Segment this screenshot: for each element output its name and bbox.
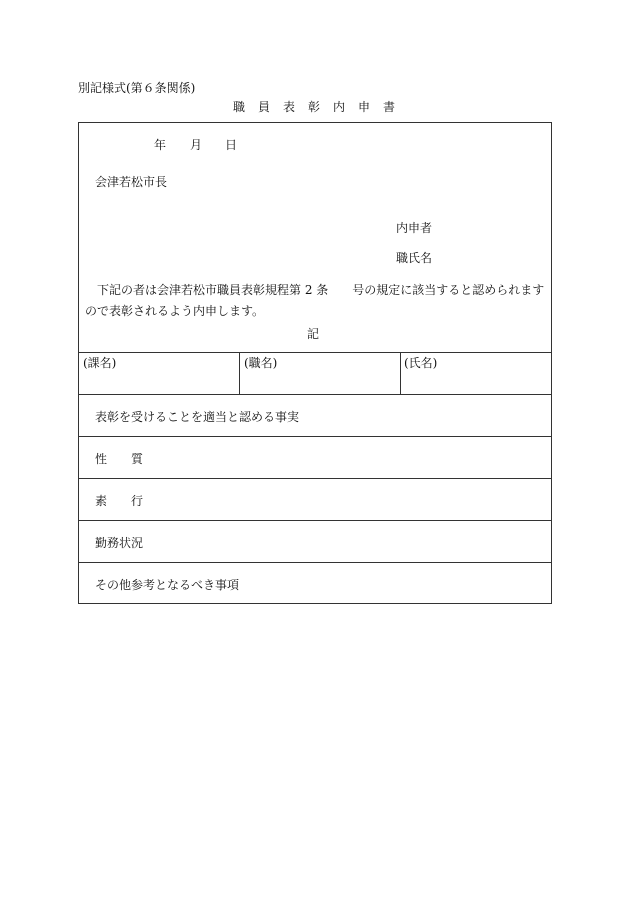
addressee: 会津若松市長: [95, 175, 168, 189]
section-character: 性 質: [95, 452, 144, 466]
post-name-field: (職名): [244, 356, 278, 370]
section-other-matters: その他参考となるべき事項: [95, 578, 240, 592]
section-fact: 表彰を受けることを適当と認める事実: [95, 410, 300, 424]
divider-other-section: [79, 562, 551, 563]
position-name-label: 職氏名: [396, 251, 433, 265]
divider-conduct-section: [79, 478, 551, 479]
form-box: [78, 122, 552, 604]
date-day: 日: [225, 138, 238, 152]
field-separator-1: [239, 352, 240, 394]
field-separator-2: [400, 352, 401, 394]
date-year: 年: [154, 138, 167, 152]
section-conduct: 素 行: [95, 494, 144, 508]
form-reference: 別記様式(第６条関係): [78, 81, 196, 95]
section-work-status: 勤務状況: [95, 536, 144, 550]
divider-fact-section: [79, 394, 551, 395]
date-month: 月: [190, 138, 203, 152]
person-name-field: (氏名): [404, 356, 438, 370]
applicant-label: 内申者: [396, 221, 433, 235]
statement-text: 下記の者は会津若松市職員表彰規程第 2 条 号の規定に該当すると認められますので表彰されるよう内申します。: [85, 283, 545, 318]
divider-work-section: [79, 520, 551, 521]
divider-character-section: [79, 436, 551, 437]
note-label: 記: [307, 327, 320, 341]
page-title: 職員表彰内申書: [233, 100, 409, 114]
section-name-field: (課名): [83, 356, 117, 370]
divider-fields-top: [79, 352, 551, 353]
